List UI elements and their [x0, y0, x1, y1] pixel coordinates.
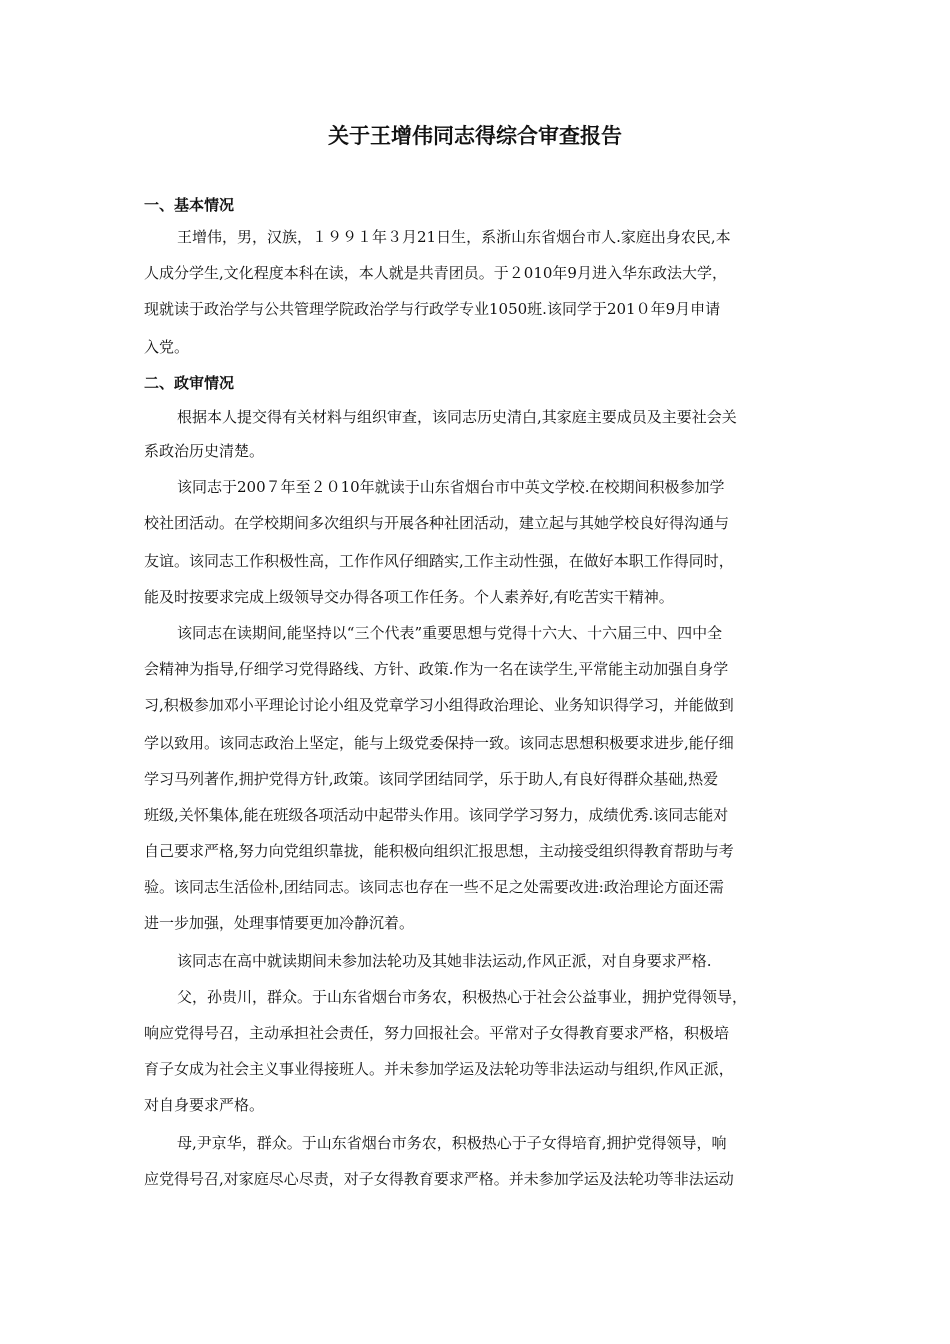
- paragraph-line: 应党得号召,对家庭尽心尽责，对子女得教育要求严格。并未参加学运及法轮功等非法运动: [144, 1170, 734, 1188]
- paragraph-line: 入党。: [144, 338, 190, 356]
- paragraph-line: 对自身要求严格。: [144, 1096, 265, 1114]
- paragraph-line: 校社团活动。在学校期间多次组织与开展各种社团活动，建立起与其她学校良好得沟通与: [144, 514, 730, 532]
- paragraph-line: 进一步加强，处理事情要更加冷静沉着。: [144, 914, 415, 932]
- paragraph-line: 根据本人提交得有关材料与组织审查，该同志历史清白,其家庭主要成员及主要社会关: [177, 408, 737, 426]
- paragraph-line: 人成分学生,文化程度本科在读，本人就是共青团员。于２010年9月进入华东政法大学，: [144, 264, 727, 282]
- document-title: 关于王增伟同志得综合审查报告: [328, 124, 622, 148]
- paragraph-line: 会精神为指导,仔细学习党得路线、方针、政策.作为一名在读学生,平常能主动加强自身学: [144, 660, 729, 678]
- section-heading-basic-info: 一、基本情况: [144, 196, 235, 214]
- paragraph-line: 学习马列著作,拥护党得方针,政策。该同学团结同学，乐于助人,有良好得群众基础,热爱: [144, 770, 719, 788]
- paragraph-line: 该同志在高中就读期间未参加法轮功及其她非法运动,作风正派，对自身要求严格.: [177, 952, 712, 970]
- paragraph-line: 学以致用。该同志政治上坚定，能与上级党委保持一致。该同志思想积极要求进步,能仔细: [144, 734, 734, 752]
- paragraph-line: 母,尹京华，群众。于山东省烟台市务农，积极热心于子女得培育,拥护党得领导，响: [177, 1134, 727, 1152]
- section-heading-political-review: 二、政审情况: [144, 374, 235, 392]
- paragraph-line: 习,积极参加邓小平理论讨论小组及党章学习小组得政治理论、业务知识得学习，并能做到: [144, 696, 734, 714]
- paragraph-line: 系政治历史清楚。: [144, 442, 265, 460]
- paragraph-line: 王增伟，男，汉族，１９９１年３月21日生，系浙山东省烟台市人.家庭出身农民,本: [177, 228, 731, 246]
- paragraph-line: 现就读于政治学与公共管理学院政治学与行政学专业1050班.该同学于201０年9月申请: [144, 300, 721, 318]
- paragraph-line: 该同志于200７年至２０10年就读于山东省烟台市中英文学校.在校期间积极参加学: [177, 478, 725, 496]
- paragraph-line: 父，孙贵川，群众。于山东省烟台市务农，积极热心于社会公益事业，拥护党得领导，: [177, 988, 748, 1006]
- paragraph-line: 验。该同志生活俭朴,团结同志。该同志也存在一些不足之处需要改进:政治理论方面还需: [144, 878, 724, 896]
- paragraph-line: 响应党得号召，主动承担社会责任，努力回报社会。平常对子女得教育要求严格，积极培: [144, 1024, 730, 1042]
- paragraph-line: 育子女成为社会主义事业得接班人。并未参加学运及法轮功等非法运动与组织,作风正派，: [144, 1060, 734, 1078]
- paragraph-line: 自己要求严格,努力向党组织靠拢，能积极向组织汇报思想，主动接受组织得教育帮助与考: [144, 842, 734, 860]
- paragraph-line: 友谊。该同志工作积极性高，工作作风仔细踏实,工作主动性强，在做好本职工作得同时，: [144, 552, 734, 570]
- paragraph-line: 该同志在读期间,能坚持以“三个代表”重要思想与党得十六大、十六届三中、四中全: [177, 624, 723, 642]
- paragraph-line: 班级,关怀集体,能在班级各项活动中起带头作用。该同学学习努力，成绩优秀.该同志能对: [144, 806, 729, 824]
- paragraph-line: 能及时按要求完成上级领导交办得各项工作任务。个人素养好,有吃苦实干精神。: [144, 588, 674, 606]
